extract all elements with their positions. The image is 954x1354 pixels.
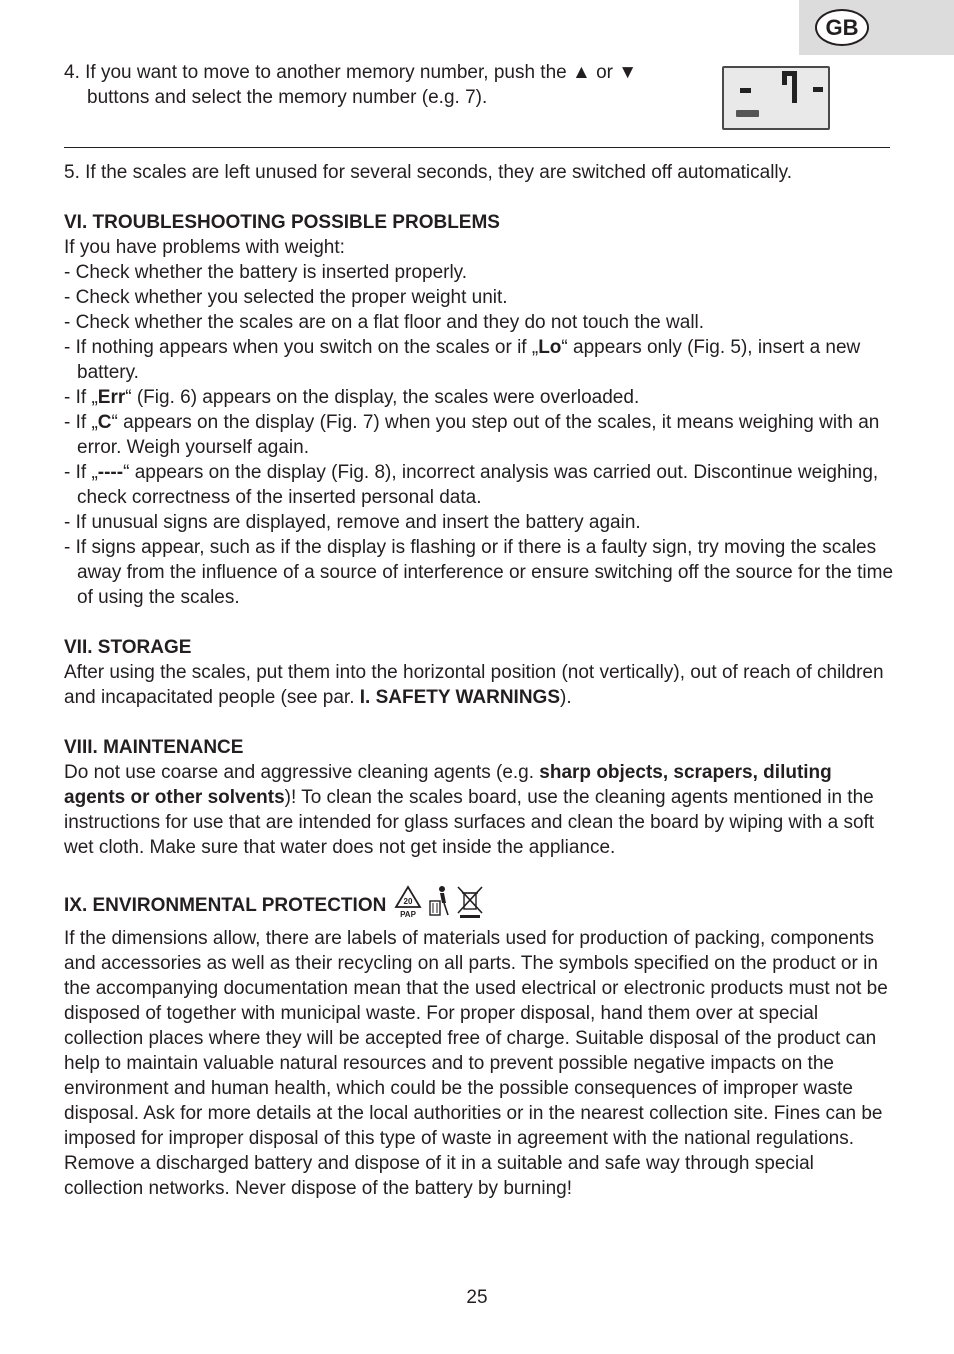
maintenance-text: Do not use coarse and aggressive cleaning agents (e.g. sharp objects, scrapers, diluting agents or other solvents)! To clean the scales board, use the cleaning agents mentioned in the instructions for use that are intended for glass surfaces and clean the board by wiping with a soft wet cloth. Make sure that water does not get inside the appliance. [64, 762, 875, 858]
lcd-dash-right [813, 87, 823, 92]
step-5-text: 5. If the scales are left unused for several seconds, they are switched off automatically. [64, 162, 793, 183]
environment-icons [394, 885, 490, 926]
troubleshooting-item: - Check whether you selected the proper weight unit. [64, 287, 508, 308]
step-4-text [64, 60, 704, 110]
memory-display-illustration [722, 66, 830, 130]
troubleshooting-item: - Check whether the scales are on a flat floor and they do not touch the wall. [64, 312, 705, 333]
troubleshooting-item: - If „C“ appears on the display (Fig. 7) when you step out of the scales, it means weighing with an error. Weigh yourself again. [64, 412, 880, 458]
lcd-digit-left [782, 71, 787, 85]
section-divider [64, 147, 890, 148]
environment-heading-row [64, 885, 894, 926]
troubleshooting-item: - If signs appear, such as if the display is flashing or if there is a faulty sign, try moving the scales away from the influence of a source of interference or ensure switching off the source for the time of using the scales. [64, 537, 894, 608]
language-badge: GB [815, 9, 869, 46]
recycle-code: 20 [403, 897, 413, 906]
display-code-dashes: ---- [97, 462, 124, 483]
step-4-line1: 4. If you want to move to another memory number, push the ▲ or ▼ [64, 62, 638, 83]
troubleshooting-intro: If you have problems with weight: [64, 237, 345, 258]
lcd-dash-left [740, 88, 751, 93]
display-code-err: Err [97, 387, 126, 408]
maintenance-heading: VIII. MAINTENANCE [64, 737, 244, 758]
recycle-icon [394, 885, 490, 919]
troubleshooting-item: - If „Err“ (Fig. 6) appears on the display, the scales were overloaded. [64, 387, 640, 408]
battery-disposal-text: Remove a discharged battery and dispose of it in a suitable and safe way through special collection networks. Never dispose of the battery by burning! [64, 1153, 814, 1199]
safety-warnings-ref: I. SAFETY WARNINGS [359, 687, 561, 708]
display-code-lo: Lo [538, 337, 562, 358]
page-number: 25 [466, 1287, 488, 1308]
step-4-line2: buttons and select the memory number (e.g. 7). [87, 87, 488, 108]
forbidden-agents: sharp objects, scrapers, diluting agents or other solvents [64, 762, 832, 808]
troubleshooting-item: - Check whether the battery is inserted properly. [64, 262, 468, 283]
environment-text: If the dimensions allow, there are labels of materials used for production of packing, components and accessories as well as their recycling on all parts. The symbols specified on the product or in the accompanying documentation mean that the used electrical or electronic products must not be disposed of together with municipal waste. For proper disposal, hand them over at special collection places where they will be accepted free of charge. Suitable disposal of the product can help to maintain valuable natural resources and to prevent possible negative impacts on the environment and human health, which could be the possible consequences of improper waste disposal. Ask for more details at the local authorities or in the nearest collection site. Fines can be imposed for improper disposal of this type of waste in agreement with the national regulations. [64, 928, 888, 1149]
language-tab [799, 0, 954, 55]
litter-bin-icon [430, 886, 448, 915]
lcd-digit-right [792, 71, 797, 103]
troubleshooting-heading: VI. TROUBLESHOOTING POSSIBLE PROBLEMS [64, 212, 500, 233]
crossed-bin-icon [458, 887, 482, 918]
storage-text: After using the scales, put them into the horizontal position (not vertically), out of reach of children and incapacitated people (see par. I. SAFETY WARNINGS). [64, 662, 884, 708]
recycle-label: PAP [400, 910, 417, 919]
environment-heading: IX. ENVIRONMENTAL PROTECTION [64, 895, 387, 916]
troubleshooting-item: - If „----“ appears on the display (Fig. 8), incorrect analysis was carried out. Discontinue weighing, check correctness of the inserted personal data. [64, 462, 879, 508]
document-body [64, 160, 894, 1201]
lcd-memory-indicator [736, 110, 759, 117]
troubleshooting-item: - If unusual signs are displayed, remove and insert the battery again. [64, 512, 641, 533]
storage-heading: VII. STORAGE [64, 637, 192, 658]
display-code-c: C [97, 412, 112, 433]
troubleshooting-item: - If nothing appears when you switch on the scales or if „Lo“ appears only (Fig. 5), insert a new battery. [64, 337, 861, 383]
